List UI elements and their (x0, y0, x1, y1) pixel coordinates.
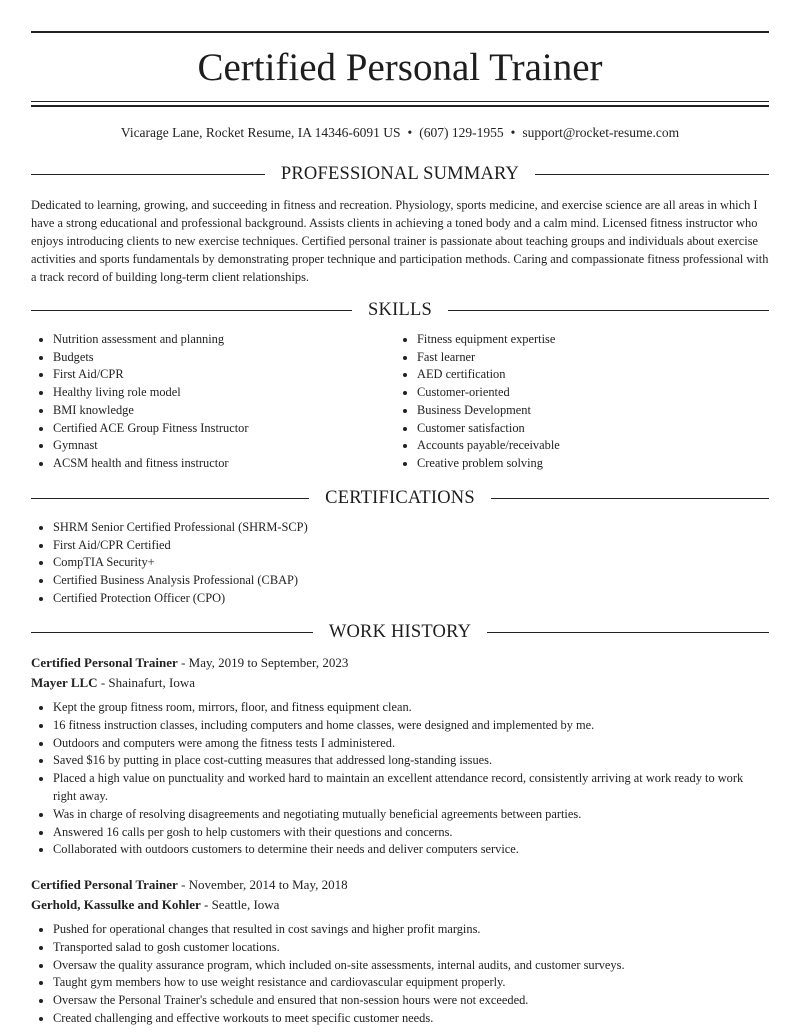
contact-phone: (607) 129-1955 (419, 125, 504, 140)
job-duties-list (31, 699, 769, 859)
job-dates: - November, 2014 to May, 2018 (177, 877, 348, 892)
list-item: • Answered 16 calls per gosh to help customers with their questions and concerns. (53, 824, 769, 842)
job-location: - Seattle, Iowa (200, 897, 280, 912)
list-item: • Certified ACE Group Fitness Instructor (53, 420, 391, 438)
list-item: • First Aid/CPR (53, 366, 391, 384)
heading-rule (491, 498, 769, 499)
list-item: • Creative problem solving (417, 455, 769, 473)
section-title: SKILLS (368, 299, 432, 320)
section-heading-work-history (31, 620, 769, 644)
job-title: Certified Personal Trainer (31, 655, 178, 670)
list-item: • Healthy living role model (53, 384, 391, 402)
list-item: • Certified Protection Officer (CPO) (53, 590, 769, 608)
skills-column-left (31, 331, 391, 473)
list-item: • AED certification (417, 366, 769, 384)
list-item: • Customer satisfaction (417, 420, 769, 438)
list-item: • SHRM Senior Certified Professional (SHRM-SCP) (53, 519, 769, 537)
job-title-line (31, 876, 769, 894)
title-rule-thin (31, 101, 769, 102)
list-item: • Oversaw the quality assurance program, which included on-site assessments, internal audits, and customer surveys. (53, 957, 769, 975)
list-item: • 16 fitness instruction classes, including computers and home classes, were designed and implemented by me. (53, 717, 769, 735)
summary-paragraph: Dedicated to learning, growing, and succeeding in fitness and recreation. Physiology, sports medicine, and exercise science are all areas in which I have a strong educational and professional background. Assists clients in achieving a toned body and a calm mind. Licensed fitness instructor who enjoys introducing clients to new exercise techniques. Certified personal trainer is passionate about teaching groups and individuals about exercise activities and sports fundamentals by demonstrating proper technique and participation methods. Caring and compassionate fitness professional with a track record of building long-term client relationships. (31, 198, 769, 284)
heading-rule (448, 310, 769, 311)
title-rule-thick (31, 105, 769, 107)
list-item: • Was in charge of resolving disagreements and negotiating mutually beneficial agreements between parties. (53, 806, 769, 824)
list-item: • Fitness equipment expertise (417, 331, 769, 349)
job-company: Gerhold, Kassulke and Kohler (31, 897, 201, 912)
list-item: • Gymnast (53, 437, 391, 455)
skills-list (395, 331, 769, 473)
section-title: PROFESSIONAL SUMMARY (280, 163, 520, 184)
section-title: WORK HISTORY (328, 621, 472, 642)
top-rule (31, 31, 769, 33)
contact-separator: • (407, 125, 413, 140)
list-item: • Accounts payable/receivable (417, 437, 769, 455)
list-item: • Saved $16 by putting in place cost-cutting measures that addressed long-standing issues. (53, 752, 769, 770)
section-heading-summary (31, 162, 769, 186)
skills-column-right (395, 331, 769, 473)
job-company: Mayer LLC (31, 675, 98, 690)
job-duties-list (31, 921, 769, 1028)
contact-address: Vicarage Lane, Rocket Resume, IA 14346-6091 US (120, 125, 401, 140)
list-item: • ACSM health and fitness instructor (53, 455, 391, 473)
list-item: • Placed a high value on punctuality and worked hard to maintain an excellent attendance record, consistently arriving at work ready to work right away. (53, 770, 769, 806)
certifications-list (31, 519, 769, 608)
list-item: • Business Development (417, 402, 769, 420)
job-title-line (31, 654, 769, 672)
section-heading-skills (31, 298, 769, 322)
resume-title: Certified Personal Trainer (197, 46, 603, 89)
certifications-block (31, 519, 769, 608)
job-company-line (31, 896, 769, 914)
contact-email[interactable]: support@rocket-resume.com (522, 125, 680, 140)
heading-rule (31, 174, 265, 175)
contact-line (31, 124, 769, 142)
list-item: • Kept the group fitness room, mirrors, floor, and fitness equipment clean. (53, 699, 769, 717)
job-company-line (31, 674, 769, 692)
list-item: • Taught gym members how to use weight resistance and cardiovascular equipment properly. (53, 974, 769, 992)
list-item: • Fast learner (417, 349, 769, 367)
job-duties (31, 699, 769, 859)
section-heading-certifications (31, 486, 769, 510)
heading-rule (31, 632, 313, 633)
contact-separator: • (510, 125, 516, 140)
heading-rule (31, 498, 309, 499)
list-item: • BMI knowledge (53, 402, 391, 420)
job-title: Certified Personal Trainer (31, 877, 178, 892)
list-item: • Customer-oriented (417, 384, 769, 402)
list-item: • First Aid/CPR Certified (53, 537, 769, 555)
heading-rule (31, 310, 352, 311)
list-item: • Collaborated with outdoors customers to determine their needs and deliver computers service. (53, 841, 769, 859)
heading-rule (487, 632, 769, 633)
job-duties (31, 921, 769, 1028)
job-dates: - May, 2019 to September, 2023 (177, 655, 349, 670)
list-item: • Created challenging and effective workouts to meet specific customer needs. (53, 1010, 769, 1028)
list-item: • Transported salad to gosh customer locations. (53, 939, 769, 957)
list-item: • Certified Business Analysis Professional (CBAP) (53, 572, 769, 590)
list-item: • Oversaw the Personal Trainer's schedule and ensured that non-session hours were not exceeded. (53, 992, 769, 1010)
heading-rule (535, 174, 769, 175)
list-item: • Nutrition assessment and planning (53, 331, 391, 349)
list-item: • Pushed for operational changes that resulted in cost savings and higher profit margins. (53, 921, 769, 939)
skills-list (31, 331, 391, 473)
list-item: • CompTIA Security+ (53, 554, 769, 572)
section-title: CERTIFICATIONS (325, 487, 475, 508)
list-item: • Budgets (53, 349, 391, 367)
list-item: • Outdoors and computers were among the fitness tests I administered. (53, 735, 769, 753)
job-location: - Shainafurt, Iowa (97, 675, 196, 690)
